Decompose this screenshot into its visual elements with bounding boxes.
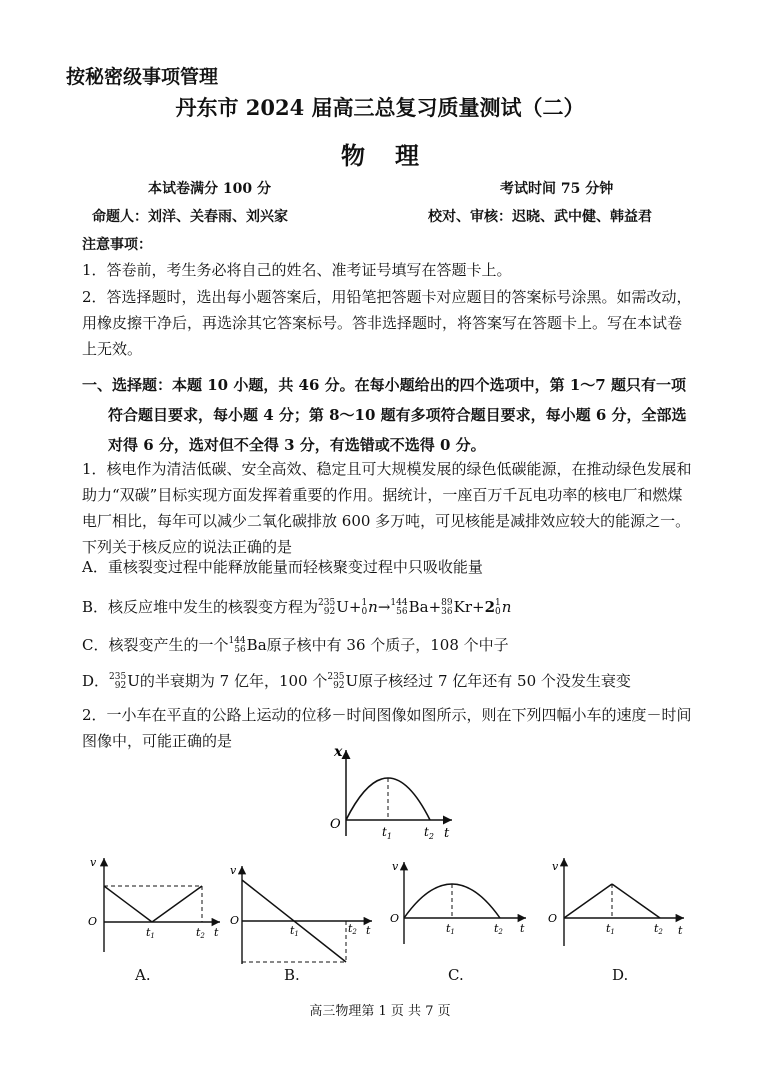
q1-option-a: A．重核裂变过程中能释放能量而轻核聚变过程中只吸收能量: [82, 558, 483, 576]
xt-origin-label: O: [330, 817, 341, 832]
u235-nuclide-sym: 235 92: [318, 598, 336, 617]
option-c-label: C.: [448, 966, 464, 984]
authors: 命题人：刘洋、关春雨、刘兴家: [92, 209, 288, 225]
graph-d-t1: t1: [606, 922, 615, 936]
q1-option-d: [82, 670, 631, 691]
q2-graph-d: [540, 852, 690, 952]
graph-c-t1: t1: [446, 922, 455, 936]
graph-b-v-label: v: [230, 864, 237, 877]
graph-a-v-label: v: [90, 856, 97, 869]
section1-heading: [82, 370, 694, 460]
ba144-nuclide-sym: 144 56: [228, 636, 246, 655]
graph-a-t1: t1: [146, 926, 155, 940]
graph-d-v-label: v: [552, 860, 559, 873]
exam-time: 考试时间 75 分钟: [500, 181, 614, 197]
q2-xt-graph: [320, 740, 470, 845]
graph-c-t-label: t: [520, 922, 525, 935]
graph-b-t2: t2: [348, 922, 357, 936]
notes-heading: 注意事项：: [82, 237, 152, 253]
option-d-label: D.: [612, 966, 629, 984]
q1-option-b: B．核反应堆中发生的核裂变方程为 235 92 U+ 1 0 n→ 144 56 Ba+ 89 36 Kr+2 1 0 n: [82, 598, 512, 617]
graph-d-t-label: t: [678, 924, 683, 937]
subject-title: 物理: [341, 141, 449, 170]
xt-x-label: x: [334, 744, 343, 760]
confidentiality-note: 按秘密级事项管理: [66, 66, 219, 88]
option-b-label: B.: [284, 966, 300, 984]
graph-a-origin: O: [88, 915, 98, 928]
graph-b-t-label: t: [366, 924, 371, 937]
q1-option-c-suffix: Ba原子核中有 36 个质子，108 个中子: [246, 636, 509, 654]
u235-nuclide-sym-d2: 235 92: [327, 672, 345, 691]
xt-t2-label: $t_2$: [424, 825, 434, 841]
section1-line1: 一、选择题：本题 10 小题，共 46 分。在每小题给出的四个选项中，第 1～7 题只有一项: [82, 376, 686, 394]
section1-line3: 对得 6 分，选对但不全得 3 分，有选错或不选得 0 分。: [108, 436, 486, 454]
q1-option-c-prefix: C．核裂变产生的一个: [82, 636, 229, 654]
graph-a-t-label: t: [214, 926, 219, 939]
note-2: 2．答选择题时，选出每小题答案后，用铅笔把答题卡对应题目的答案标号涂黑。如需改动，用橡皮擦干净后，再选涂其它答案标号。答非选择题时，将答案写在答题卡上。写在本试卷上无效。: [82, 288, 692, 358]
graph-b-origin: O: [230, 914, 240, 927]
xt-t-label: t: [444, 826, 450, 841]
q2-graph-c: [388, 856, 533, 951]
q1-option-d-mid: U的半衰期为 7 亿年，100 个: [127, 672, 328, 690]
note-1: 1．答卷前，考生务必将自己的姓名、准考证号填写在答题卡上。: [82, 261, 512, 279]
reviewers: 校对、审核：迟晓、武中健、韩益君: [428, 209, 652, 225]
graph-d-origin: O: [548, 912, 558, 925]
u235-nuclide-sym-d1: 235 92: [109, 672, 127, 691]
q1-stem: 1．核电作为清洁低碳、安全高效、稳定且可大规模发展的绿色低碳能源，在推动绿色发展和助力“双碳”目标实现方面发挥着重要的作用。据统计，一座百万千瓦电功率的核电厂和燃煤电厂相比，每年可以减少二氧化碳排放 600 多万吨，可见核能是减排效应较大的能源之一。下列关于核反应的说法正确的是: [82, 460, 692, 556]
section1-line2: 符合题目要求，每小题 4 分；第 8～10 题有多项符合题目要求，每小题 6 分，全部选: [108, 406, 687, 424]
q2-graph-a: [86, 852, 226, 957]
graph-c-v-label: v: [392, 860, 399, 873]
graph-d-t2: t2: [654, 922, 663, 936]
graph-b-t1: t1: [290, 924, 299, 938]
page-footer: 高三物理第 1 页 共 7 页: [309, 1004, 451, 1019]
exam-title: 丹东市 2024 届高三总复习质量测试（二）: [175, 95, 585, 120]
full-score: 本试卷满分 100 分: [148, 181, 271, 197]
q2-stem: 2．一小车在平直的公路上运动的位移－时间图像如图所示，则在下列四幅小车的速度－时间图像中，可能正确的是: [82, 706, 692, 750]
graph-c-origin: O: [390, 912, 400, 925]
q1-option-c: [82, 634, 509, 655]
q2-graph-b: [228, 860, 378, 970]
xt-t1-label: $t_1$: [382, 825, 392, 841]
graph-a-t2: t2: [196, 926, 205, 940]
option-a-label: A.: [135, 966, 151, 984]
q1-option-d-prefix: D．: [82, 672, 110, 690]
graph-c-t2: t2: [494, 922, 503, 936]
q1-option-b-prefix: B．核反应堆中发生的核裂变方程为: [82, 598, 319, 616]
q1-option-d-suffix: U原子核经过 7 亿年还有 50 个没发生衰变: [345, 672, 631, 690]
